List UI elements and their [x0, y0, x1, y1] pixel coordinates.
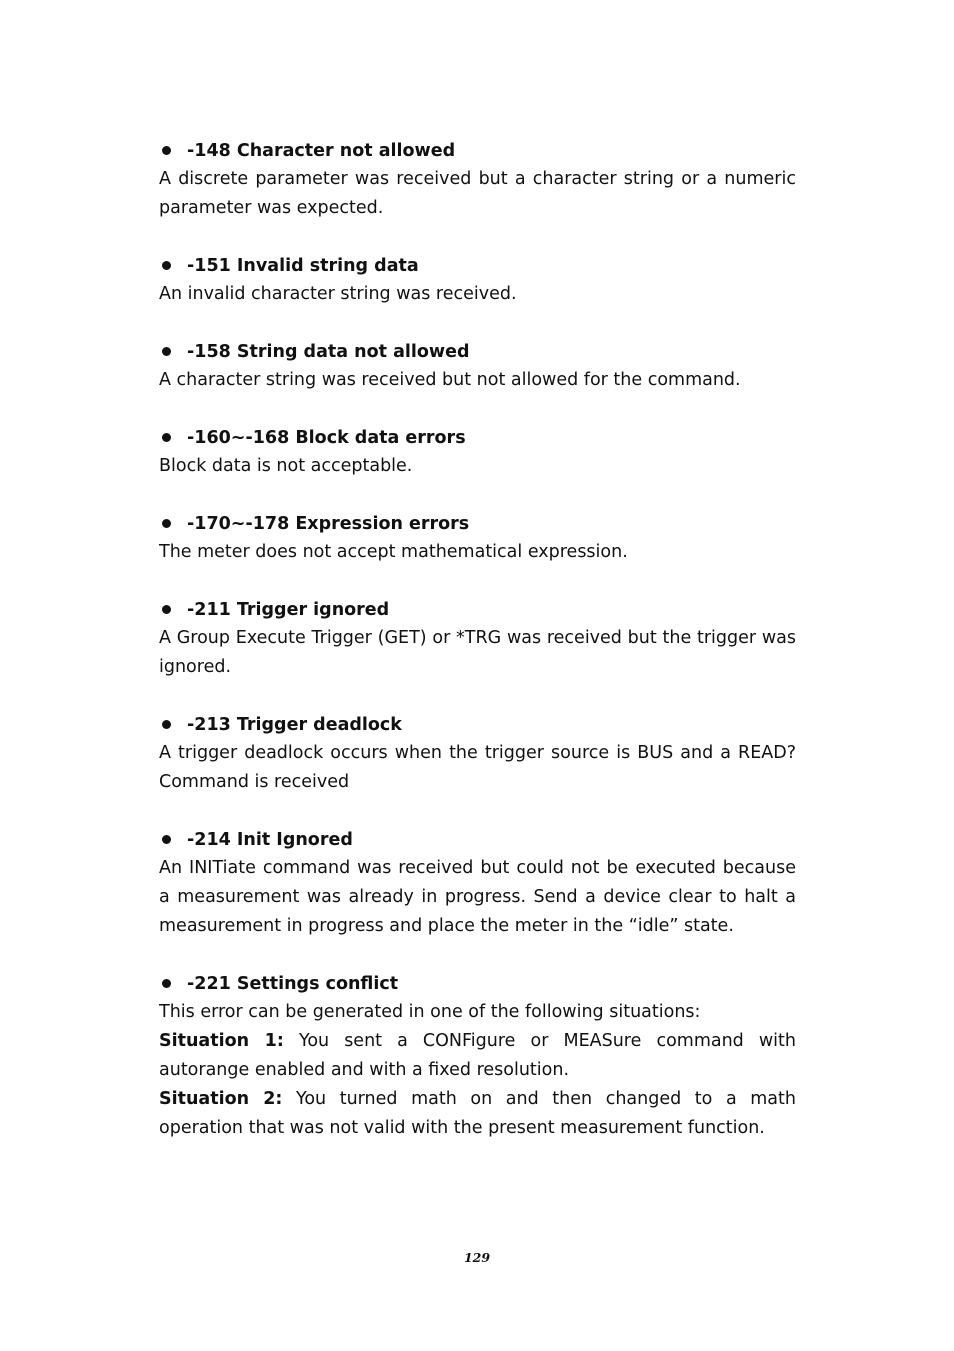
bullet-icon — [162, 347, 171, 356]
error-description: A character string was received but not allowed for the command. — [159, 370, 741, 390]
error-entry — [159, 969, 796, 1143]
error-entry — [159, 251, 796, 309]
error-title: -211 Trigger ignored — [187, 599, 390, 620]
error-entry — [159, 337, 796, 395]
error-description: A Group Execute Trigger (GET) or *TRG was received but the trigger was ignored. — [159, 628, 796, 677]
error-entry — [159, 825, 796, 941]
error-description: Block data is not acceptable. — [159, 456, 413, 476]
situation-label: Situation 1: — [159, 1031, 284, 1051]
bullet-icon — [162, 261, 171, 270]
error-description: A trigger deadlock occurs when the trigger source is BUS and a READ? Command is received — [159, 743, 796, 792]
error-title: -160~-168 Block data errors — [187, 427, 466, 448]
error-title: -151 Invalid string data — [187, 255, 419, 276]
bullet-icon — [162, 519, 171, 528]
bullet-icon — [162, 835, 171, 844]
bullet-icon — [162, 605, 171, 614]
error-entry — [159, 136, 796, 223]
error-description: A discrete parameter was received but a character string or a numeric parameter was expected. — [159, 169, 796, 218]
document-page — [159, 136, 796, 1171]
situation-paragraph — [159, 1085, 796, 1143]
error-title: -221 Settings conflict — [187, 973, 399, 994]
error-description: An invalid character string was received. — [159, 284, 517, 304]
error-title: -214 Init Ignored — [187, 829, 353, 850]
bullet-icon — [162, 720, 171, 729]
bullet-icon — [162, 433, 171, 442]
error-title: -148 Character not allowed — [187, 140, 456, 161]
situation-label: Situation 2: — [159, 1089, 283, 1109]
error-entry — [159, 595, 796, 682]
error-title: -158 String data not allowed — [187, 341, 470, 362]
bullet-icon — [162, 979, 171, 988]
error-entry — [159, 423, 796, 481]
error-description: The meter does not accept mathematical expression. — [159, 542, 628, 562]
error-entry — [159, 509, 796, 567]
situation-text: You turned math on and then changed to a math operation that was not valid with the present measurement function. — [159, 1089, 796, 1138]
error-description: An INITiate command was received but could not be executed because a measurement was already in progress. Send a device clear to halt a measurement in progress and place the meter in the “idle” state. — [159, 858, 796, 936]
situation-paragraph — [159, 1027, 796, 1085]
error-title: -213 Trigger deadlock — [187, 714, 402, 735]
error-title: -170~-178 Expression errors — [187, 513, 470, 534]
page-number: 129 — [463, 1250, 491, 1265]
error-entry — [159, 710, 796, 797]
bullet-icon — [162, 146, 171, 155]
situation-text: You sent a CONFigure or MEASure command with autorange enabled and with a fixed resolution. — [159, 1031, 796, 1080]
error-description: This error can be generated in one of the following situations: — [159, 1002, 701, 1022]
